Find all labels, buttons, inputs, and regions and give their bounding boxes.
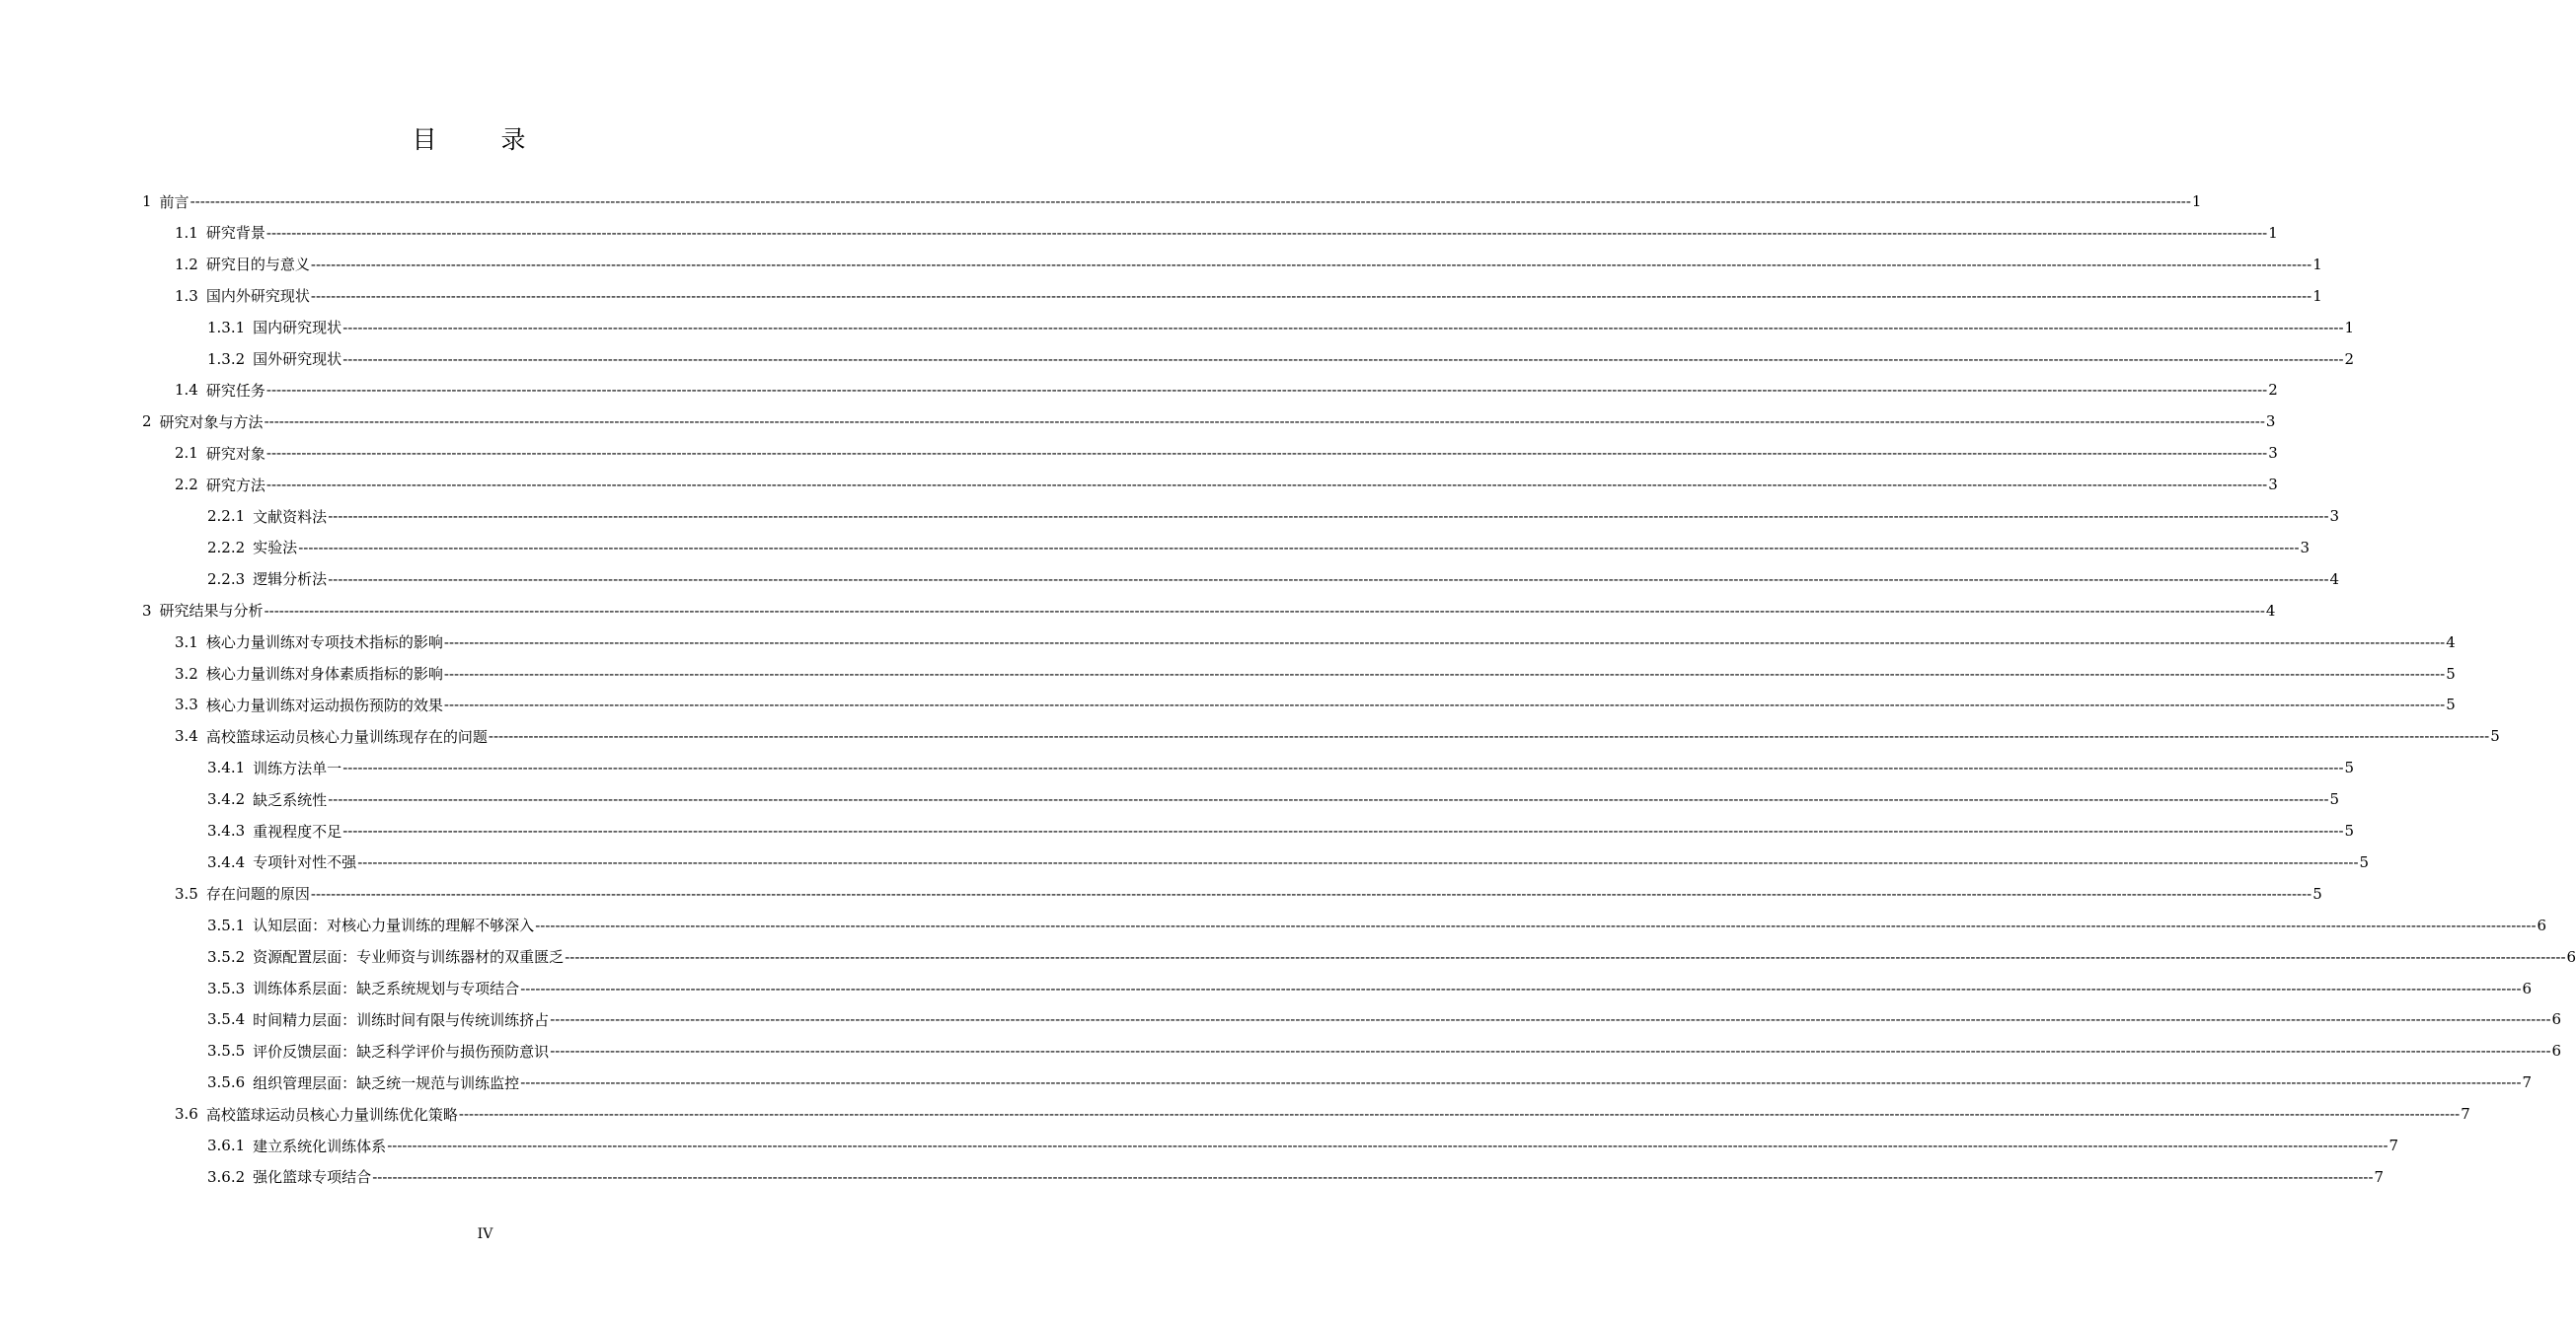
toc-dot-leader: ---------------------------------------------------------------------------------------------------------------------------------------------------------------------------------------------------------------------------------------------------------------------------------------------------------------------------------------------------------------------------------------------------------------- xyxy=(342,318,2344,336)
toc-dot-leader: ---------------------------------------------------------------------------------------------------------------------------------------------------------------------------------------------------------------------------------------------------------------------------------------------------------------------------------------------------------------------------------------------------------------- xyxy=(488,727,2490,746)
toc-dot-leader: ---------------------------------------------------------------------------------------------------------------------------------------------------------------------------------------------------------------------------------------------------------------------------------------------------------------------------------------------------------------------------------------------------------------- xyxy=(520,1073,2522,1092)
toc-entry-label: 专项针对性不强 xyxy=(253,853,357,872)
toc-entry-number: 3.4.1 xyxy=(207,759,246,777)
toc-entry-label: 资源配置层面：专业师资与训练器材的双重匮乏 xyxy=(253,948,565,967)
toc-dot-leader: ---------------------------------------------------------------------------------------------------------------------------------------------------------------------------------------------------------------------------------------------------------------------------------------------------------------------------------------------------------------------------------------------------------------- xyxy=(387,1137,2388,1154)
toc-entry-number: 3.6.2 xyxy=(207,1167,246,1186)
toc-dot-leader: ---------------------------------------------------------------------------------------------------------------------------------------------------------------------------------------------------------------------------------------------------------------------------------------------------------------------------------------------------------------------------------------------------------------- xyxy=(265,476,2268,494)
toc-entry[interactable] xyxy=(207,343,2355,375)
toc-entry-label: 核心力量训练对专项技术指标的影响 xyxy=(205,633,443,652)
toc-entry-number: 3.5.1 xyxy=(207,916,246,934)
toc-dot-leader: ---------------------------------------------------------------------------------------------------------------------------------------------------------------------------------------------------------------------------------------------------------------------------------------------------------------------------------------------------------------------------------------------------------------- xyxy=(264,601,2265,620)
toc-dot-leader: ---------------------------------------------------------------------------------------------------------------------------------------------------------------------------------------------------------------------------------------------------------------------------------------------------------------------------------------------------------------------------------------------------------------- xyxy=(342,759,2344,777)
toc-dot-leader: ---------------------------------------------------------------------------------------------------------------------------------------------------------------------------------------------------------------------------------------------------------------------------------------------------------------------------------------------------------------------------------------------------------------- xyxy=(328,569,2329,588)
toc-entry-label: 存在问题的原因 xyxy=(205,885,310,904)
toc-entry-number: 3.5.2 xyxy=(207,947,246,966)
toc-entry-page: 1 xyxy=(2312,255,2322,273)
toc-entry-label: 核心力量训练对运动损伤预防的效果 xyxy=(205,696,443,714)
toc-entry-label: 评价反馈层面：缺乏科学评价与损伤预防意识 xyxy=(253,1042,550,1061)
toc-dot-leader: ---------------------------------------------------------------------------------------------------------------------------------------------------------------------------------------------------------------------------------------------------------------------------------------------------------------------------------------------------------------------------------------------------------------- xyxy=(342,349,2344,368)
toc-entry-label: 实验法 xyxy=(253,539,298,557)
toc-dot-leader: ---------------------------------------------------------------------------------------------------------------------------------------------------------------------------------------------------------------------------------------------------------------------------------------------------------------------------------------------------------------------------------------------------------------- xyxy=(535,916,2537,934)
toc-entry-label: 逻辑分析法 xyxy=(253,570,328,589)
toc-entry[interactable] xyxy=(207,783,2340,815)
toc-entry-label: 重视程度不足 xyxy=(253,822,342,841)
toc-dot-leader: ---------------------------------------------------------------------------------------------------------------------------------------------------------------------------------------------------------------------------------------------------------------------------------------------------------------------------------------------------------------------------------------------------------------- xyxy=(265,444,2268,463)
toc-entry-label: 高校篮球运动员核心力量训练现存在的问题 xyxy=(205,727,488,746)
toc-entry-page: 6 xyxy=(2537,916,2547,934)
toc-entry-page: 3 xyxy=(2329,507,2340,525)
toc-dot-leader: ---------------------------------------------------------------------------------------------------------------------------------------------------------------------------------------------------------------------------------------------------------------------------------------------------------------------------------------------------------------------------------------------------------------- xyxy=(298,538,2300,556)
toc-entry-page: 5 xyxy=(2359,852,2370,871)
toc-entry[interactable] xyxy=(207,532,2311,563)
toc-entry[interactable] xyxy=(207,1161,2385,1193)
toc-entry[interactable] xyxy=(207,910,2547,941)
toc-entry-page: 6 xyxy=(2551,1042,2562,1061)
toc-dot-leader: ---------------------------------------------------------------------------------------------------------------------------------------------------------------------------------------------------------------------------------------------------------------------------------------------------------------------------------------------------------------------------------------------------------------- xyxy=(443,696,2446,714)
toc-entry[interactable] xyxy=(175,720,2500,752)
toc-entry[interactable] xyxy=(207,1130,2399,1161)
toc-dot-leader: ---------------------------------------------------------------------------------------------------------------------------------------------------------------------------------------------------------------------------------------------------------------------------------------------------------------------------------------------------------------------------------------------------------------- xyxy=(328,507,2329,525)
toc-entry-page: 7 xyxy=(2388,1137,2399,1154)
toc-entry-page: 2 xyxy=(2344,349,2355,368)
toc-entry-label: 研究对象与方法 xyxy=(159,412,264,431)
toc-entry-number: 3.4.3 xyxy=(207,822,246,840)
toc-entry-label: 缺乏系统性 xyxy=(253,790,328,809)
toc-entry-page: 4 xyxy=(2446,632,2456,651)
toc-entry-page: 5 xyxy=(2329,790,2340,809)
toc-entry-page: 3 xyxy=(2268,476,2278,494)
toc-dot-leader: ---------------------------------------------------------------------------------------------------------------------------------------------------------------------------------------------------------------------------------------------------------------------------------------------------------------------------------------------------------------------------------------------------------------- xyxy=(310,255,2312,273)
toc-entry-number: 3.5.6 xyxy=(207,1073,246,1092)
toc-entry-number: 3.4.4 xyxy=(207,852,246,871)
toc-entry[interactable] xyxy=(175,626,2456,658)
toc-entry[interactable] xyxy=(207,1067,2533,1098)
toc-entry-number: 3.5.3 xyxy=(207,979,246,997)
toc-entry-number: 3 xyxy=(142,601,152,620)
toc-entry-number: 2 xyxy=(142,412,152,431)
page-number: IV xyxy=(477,1226,493,1242)
toc-entry-page: 7 xyxy=(2461,1105,2470,1124)
toc-entry[interactable] xyxy=(142,405,2276,437)
toc-entry-page: 6 xyxy=(2566,947,2576,966)
toc-dot-leader: ---------------------------------------------------------------------------------------------------------------------------------------------------------------------------------------------------------------------------------------------------------------------------------------------------------------------------------------------------------------------------------------------------------------- xyxy=(550,1042,2551,1061)
toc-entry[interactable] xyxy=(207,847,2370,878)
toc-dot-leader: ---------------------------------------------------------------------------------------------------------------------------------------------------------------------------------------------------------------------------------------------------------------------------------------------------------------------------------------------------------------------------------------------------------------- xyxy=(443,664,2446,683)
toc-entry[interactable] xyxy=(207,1035,2562,1067)
toc-entry-page: 6 xyxy=(2551,1010,2562,1029)
toc-entry-number: 3.6.1 xyxy=(207,1137,246,1154)
toc-entry-number: 1 xyxy=(142,192,152,210)
toc-entry-number: 1.3 xyxy=(175,286,198,305)
toc-entry[interactable] xyxy=(175,469,2278,500)
toc-entry-label: 国外研究现状 xyxy=(253,350,342,368)
toc-entry-label: 国内外研究现状 xyxy=(205,287,310,306)
toc-entry-page: 1 xyxy=(2344,318,2355,336)
toc-dot-leader: ---------------------------------------------------------------------------------------------------------------------------------------------------------------------------------------------------------------------------------------------------------------------------------------------------------------------------------------------------------------------------------------------------------------- xyxy=(565,947,2566,966)
toc-entry-page: 7 xyxy=(2522,1073,2533,1092)
toc-entry-number: 1.4 xyxy=(175,381,198,400)
toc-entry-label: 训练方法单一 xyxy=(253,759,342,777)
toc-dot-leader: ---------------------------------------------------------------------------------------------------------------------------------------------------------------------------------------------------------------------------------------------------------------------------------------------------------------------------------------------------------------------------------------------------------------- xyxy=(443,632,2446,651)
toc-entry-number: 3.2 xyxy=(175,664,198,683)
toc-entry-label: 组织管理层面：缺乏统一规范与训练监控 xyxy=(253,1073,520,1092)
toc-dot-leader: ---------------------------------------------------------------------------------------------------------------------------------------------------------------------------------------------------------------------------------------------------------------------------------------------------------------------------------------------------------------------------------------------------------------- xyxy=(328,790,2329,809)
toc-entry-number: 2.2.3 xyxy=(207,569,246,588)
toc-entry[interactable] xyxy=(207,312,2355,343)
toc-entry-page: 7 xyxy=(2374,1167,2385,1186)
toc-entry[interactable] xyxy=(175,658,2456,690)
toc-entry-number: 3.5 xyxy=(175,884,198,903)
toc-entry-label: 训练体系层面：缺乏系统规划与专项结合 xyxy=(253,980,520,997)
toc-dot-leader: ---------------------------------------------------------------------------------------------------------------------------------------------------------------------------------------------------------------------------------------------------------------------------------------------------------------------------------------------------------------------------------------------------------------- xyxy=(310,884,2312,903)
toc-entry[interactable] xyxy=(175,878,2322,910)
toc-entry-label: 认知层面：对核心力量训练的理解不够深入 xyxy=(253,917,535,935)
toc-dot-leader: ---------------------------------------------------------------------------------------------------------------------------------------------------------------------------------------------------------------------------------------------------------------------------------------------------------------------------------------------------------------------------------------------------------------- xyxy=(458,1105,2461,1124)
toc-dot-leader: ---------------------------------------------------------------------------------------------------------------------------------------------------------------------------------------------------------------------------------------------------------------------------------------------------------------------------------------------------------------------------------------------------------------- xyxy=(265,381,2268,400)
toc-entry-page: 1 xyxy=(2191,192,2202,210)
toc-entry-number: 2.2 xyxy=(175,476,198,494)
toc-entry-page: 1 xyxy=(2312,286,2322,305)
toc-entry-label: 时间精力层面：训练时间有限与传统训练挤占 xyxy=(253,1010,550,1029)
toc-entry[interactable] xyxy=(175,689,2456,720)
toc-entry-label: 研究对象 xyxy=(205,444,265,463)
toc-entry-page: 3 xyxy=(2300,538,2311,556)
toc-entry-label: 文献资料法 xyxy=(253,507,328,526)
page-title: 目 录 xyxy=(412,125,546,154)
toc-entry-label: 研究结果与分析 xyxy=(159,602,264,621)
toc-dot-leader: ---------------------------------------------------------------------------------------------------------------------------------------------------------------------------------------------------------------------------------------------------------------------------------------------------------------------------------------------------------------------------------------------------------------- xyxy=(310,286,2312,305)
toc-entry-number: 3.1 xyxy=(175,632,198,651)
toc-entry-label: 前言 xyxy=(159,192,189,211)
toc-entry[interactable] xyxy=(207,752,2355,783)
toc-entry-page: 4 xyxy=(2329,569,2340,588)
toc-entry-page: 5 xyxy=(2446,696,2456,714)
toc-entry[interactable] xyxy=(175,437,2278,469)
toc-entry-label: 研究任务 xyxy=(205,381,265,400)
toc-entry-number: 3.4.2 xyxy=(207,790,246,809)
toc-entry-page: 5 xyxy=(2344,822,2355,840)
toc-entry-page: 6 xyxy=(2522,979,2533,997)
toc-entry-number: 3.5.5 xyxy=(207,1042,246,1061)
toc-entry-label: 强化篮球专项结合 xyxy=(253,1168,372,1187)
toc-dot-leader: ---------------------------------------------------------------------------------------------------------------------------------------------------------------------------------------------------------------------------------------------------------------------------------------------------------------------------------------------------------------------------------------------------------------- xyxy=(520,979,2522,997)
toc-entry-page: 2 xyxy=(2268,381,2278,400)
toc-entry-number: 3.6 xyxy=(175,1105,198,1124)
toc-entry-number: 2.2.2 xyxy=(207,538,246,556)
toc-dot-leader: ---------------------------------------------------------------------------------------------------------------------------------------------------------------------------------------------------------------------------------------------------------------------------------------------------------------------------------------------------------------------------------------------------------------- xyxy=(550,1010,2551,1029)
toc-entry-number: 3.3 xyxy=(175,696,198,714)
toc-entry-page: 4 xyxy=(2265,601,2276,620)
toc-entry[interactable] xyxy=(207,500,2340,532)
toc-dot-leader: ---------------------------------------------------------------------------------------------------------------------------------------------------------------------------------------------------------------------------------------------------------------------------------------------------------------------------------------------------------------------------------------------------------------- xyxy=(372,1167,2374,1186)
toc-entry[interactable] xyxy=(207,815,2355,847)
toc-entry-label: 国内研究现状 xyxy=(253,319,342,337)
toc-dot-leader: ---------------------------------------------------------------------------------------------------------------------------------------------------------------------------------------------------------------------------------------------------------------------------------------------------------------------------------------------------------------------------------------------------------------- xyxy=(189,192,2191,210)
toc-entry-label: 研究目的与意义 xyxy=(205,256,310,274)
toc-entry-page: 5 xyxy=(2490,727,2500,746)
toc-entry-label: 核心力量训练对身体素质指标的影响 xyxy=(205,665,443,683)
toc-entry-page: 5 xyxy=(2446,664,2456,683)
toc-entry[interactable] xyxy=(207,941,2576,973)
toc-dot-leader: ---------------------------------------------------------------------------------------------------------------------------------------------------------------------------------------------------------------------------------------------------------------------------------------------------------------------------------------------------------------------------------------------------------------- xyxy=(357,852,2359,871)
toc-entry-number: 3.5.4 xyxy=(207,1010,246,1029)
toc-entry-number: 1.3.1 xyxy=(207,318,246,336)
toc-entry-label: 研究背景 xyxy=(205,224,265,243)
toc-entry-page: 1 xyxy=(2268,223,2278,242)
toc-entry-page: 5 xyxy=(2312,884,2322,903)
toc-entry-number: 2.2.1 xyxy=(207,507,246,525)
toc-entry-page: 5 xyxy=(2344,759,2355,777)
toc-entry[interactable] xyxy=(207,973,2533,1004)
toc-entry[interactable] xyxy=(175,249,2322,280)
toc-entry-page: 3 xyxy=(2265,412,2276,431)
toc-entry[interactable] xyxy=(207,563,2340,595)
toc-entry[interactable] xyxy=(175,374,2278,405)
toc-entry[interactable] xyxy=(175,280,2322,312)
toc-dot-leader: ---------------------------------------------------------------------------------------------------------------------------------------------------------------------------------------------------------------------------------------------------------------------------------------------------------------------------------------------------------------------------------------------------------------- xyxy=(264,412,2265,431)
toc-entry-number: 3.4 xyxy=(175,727,198,746)
toc-entry-label: 建立系统化训练体系 xyxy=(253,1137,387,1155)
toc-entry-number: 1.3.2 xyxy=(207,349,246,368)
toc-entry[interactable] xyxy=(175,1098,2470,1130)
toc-entry-page: 3 xyxy=(2268,444,2278,463)
toc-dot-leader: ---------------------------------------------------------------------------------------------------------------------------------------------------------------------------------------------------------------------------------------------------------------------------------------------------------------------------------------------------------------------------------------------------------------- xyxy=(265,223,2268,242)
toc-entry-number: 2.1 xyxy=(175,444,198,463)
toc-entry-number: 1.1 xyxy=(175,223,198,242)
toc-dot-leader: ---------------------------------------------------------------------------------------------------------------------------------------------------------------------------------------------------------------------------------------------------------------------------------------------------------------------------------------------------------------------------------------------------------------- xyxy=(342,822,2344,840)
toc-entry-label: 高校篮球运动员核心力量训练优化策略 xyxy=(205,1105,458,1124)
toc-entry-label: 研究方法 xyxy=(205,476,265,494)
toc-entry[interactable] xyxy=(175,217,2278,249)
toc-entry[interactable] xyxy=(142,595,2276,626)
toc-entry[interactable] xyxy=(207,1003,2562,1035)
toc-entry[interactable] xyxy=(142,185,2202,217)
toc-entry-number: 1.2 xyxy=(175,255,198,273)
